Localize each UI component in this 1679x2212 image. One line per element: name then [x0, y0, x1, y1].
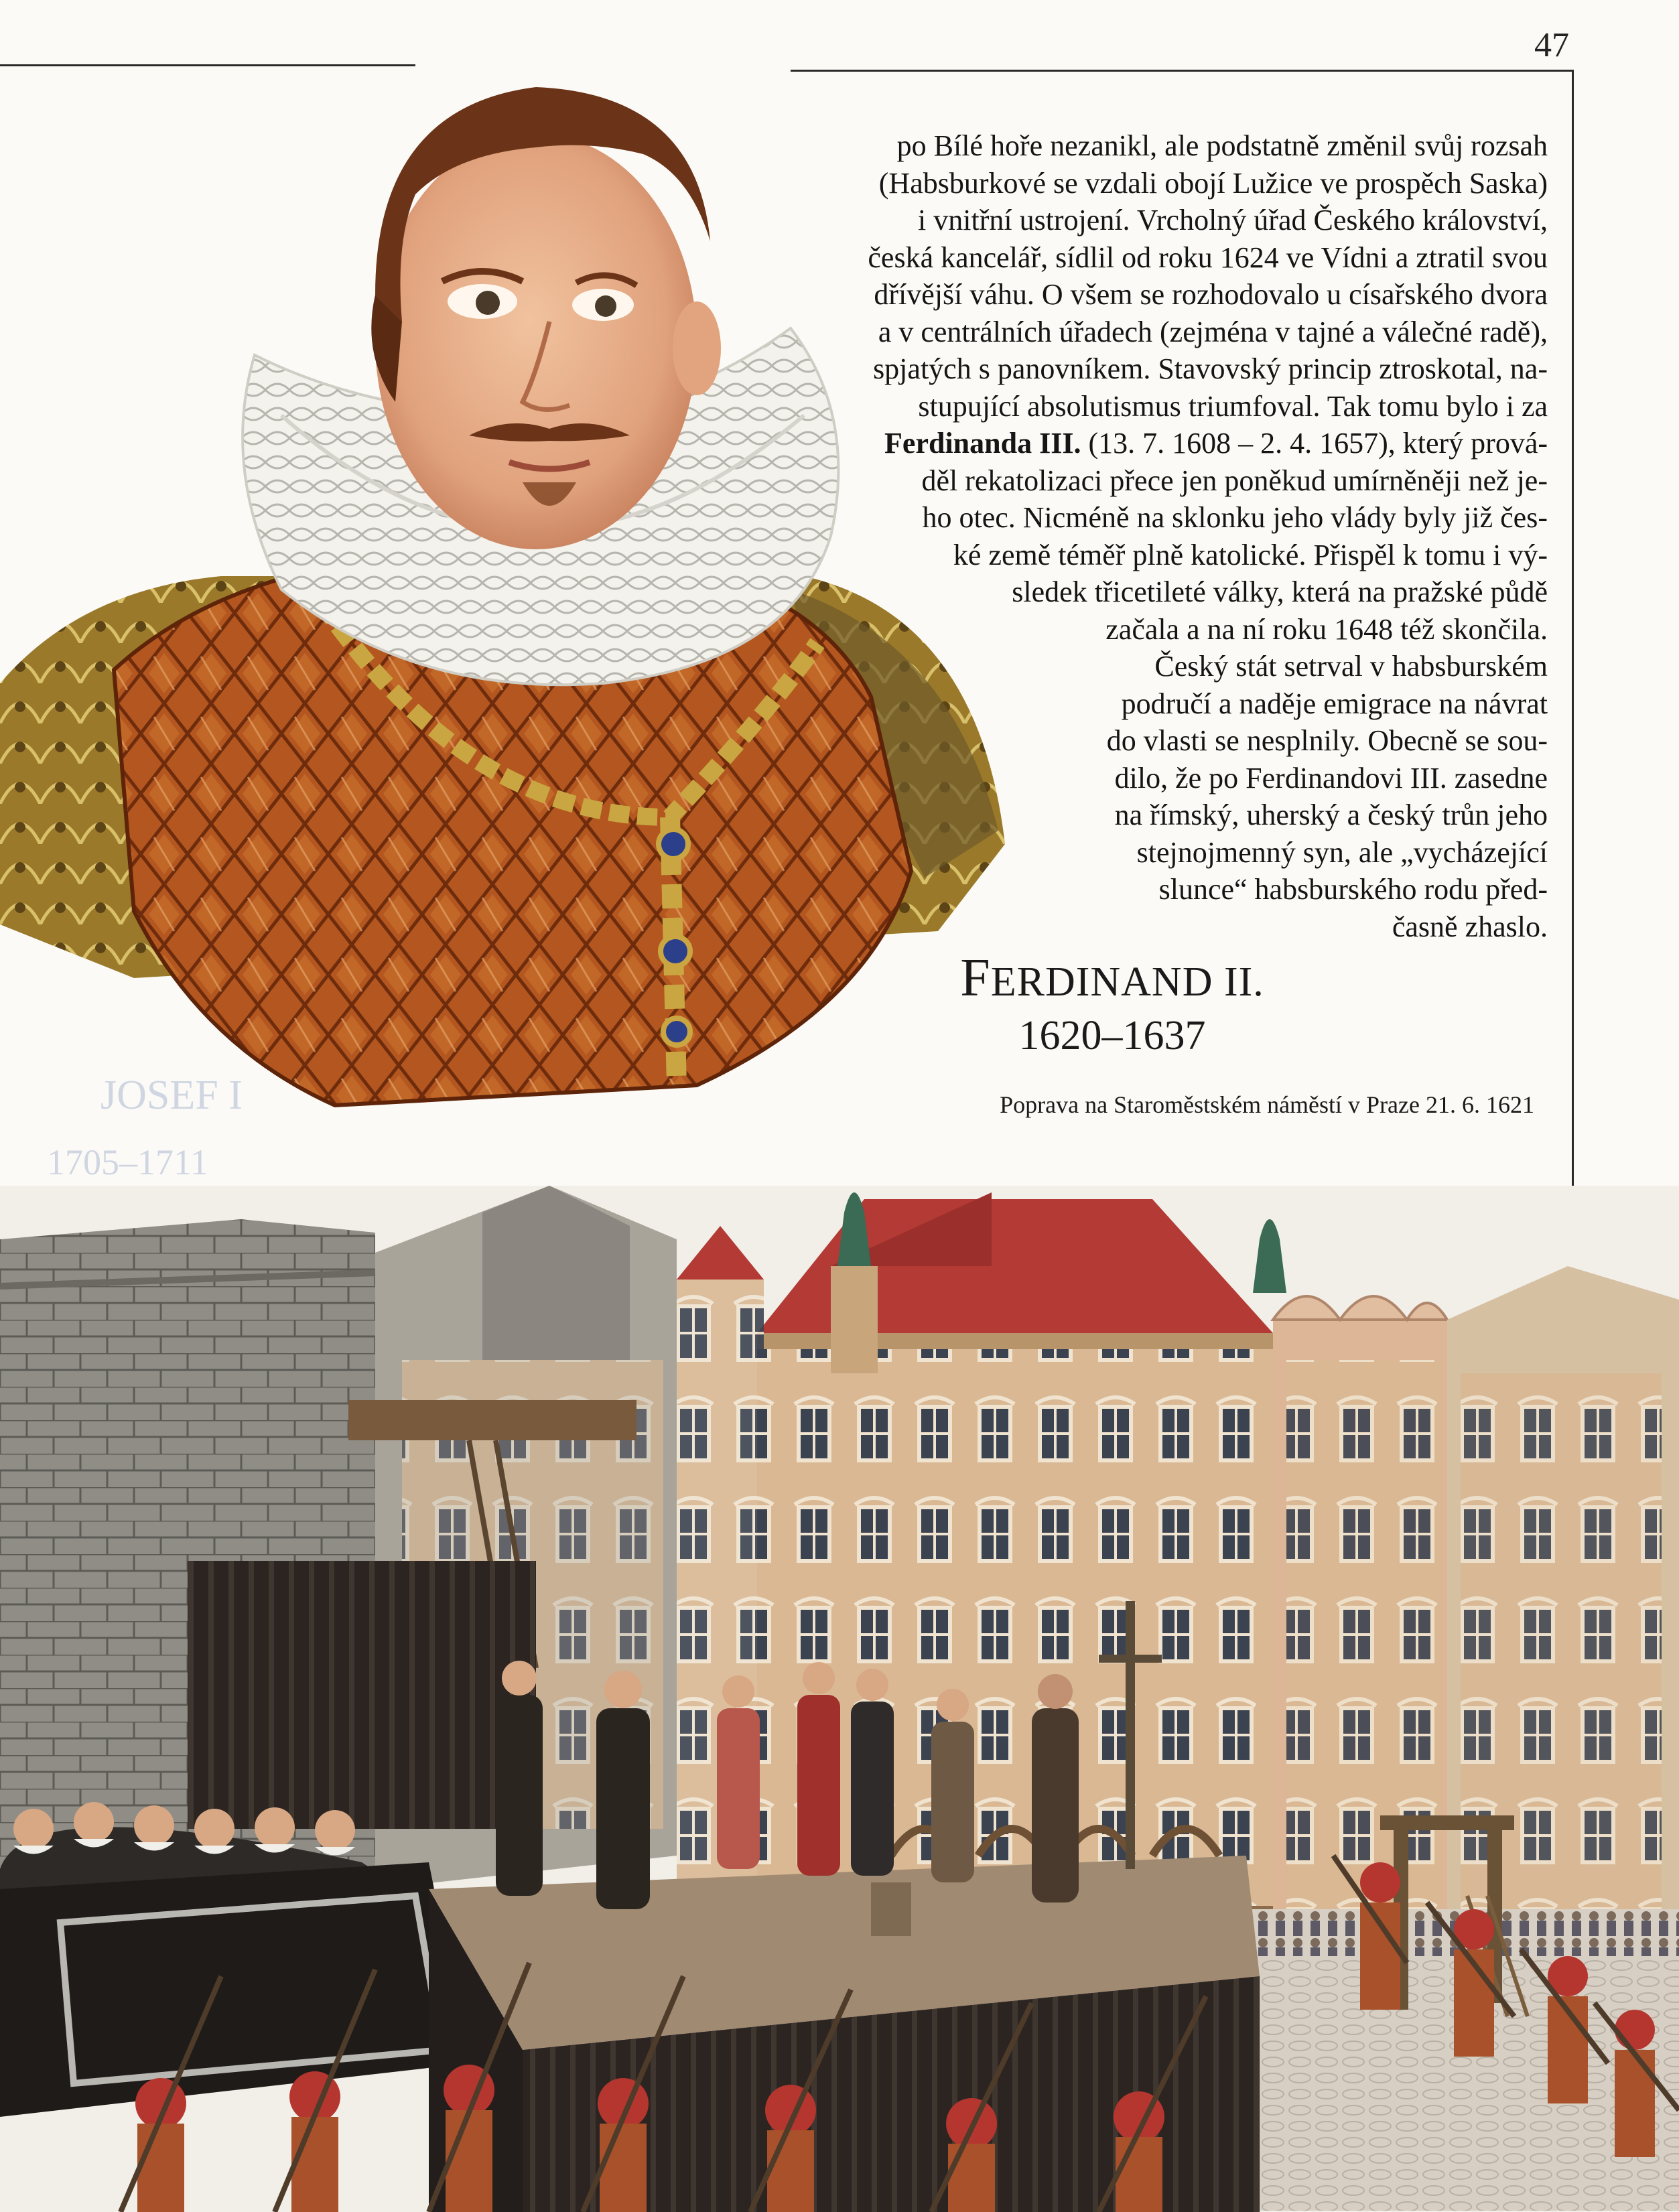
- text-line: děl rekatolizaci přece jen poněkud umírněněji než je-: [921, 464, 1548, 497]
- text-line: sledek třicetileté války, která na pražské půdě: [1012, 575, 1548, 608]
- ruler-name: [925, 951, 1300, 1009]
- bleed-through-title: JOSEF I: [100, 1073, 243, 1118]
- text-line: slunce“ habsburského rodu před-: [1158, 873, 1548, 906]
- text-line: ho otec. Nicméně na sklonku jeho vlády byly již čes-: [922, 501, 1548, 534]
- text-line: dřívější váhu. O všem se rozhodovalo u císařského dvora: [874, 278, 1548, 311]
- body-text: [737, 127, 1548, 945]
- ruler-numeral: II.: [1213, 959, 1264, 1005]
- reign-years: 1620–1637: [1018, 1013, 1206, 1058]
- text-line: ké země téměř plně katolické. Přispěl k tomu i vý-: [953, 538, 1548, 571]
- text-line: česká kancelář, sídlil od roku 1624 ve Vídni a ztratil svou: [868, 240, 1548, 274]
- text-line: po Bílé hoře nezanikl, ale podstatně změnil svůj rozsah: [896, 129, 1548, 162]
- text-line: na římský, uherský a český trůn jeho: [1114, 799, 1548, 831]
- page-number: 47: [1534, 26, 1569, 64]
- text-line: časně zhaslo.: [1392, 910, 1548, 943]
- text-line: i vnitřní ustrojení. Vrcholný úřad Českého království,: [918, 204, 1548, 236]
- illustration-caption: Poprava na Staroměstském náměstí v Praze 21. 6. 1621: [1000, 1091, 1534, 1118]
- execution-scene-illustration: [0, 1186, 1679, 2212]
- text-line: stupující absolutismus triumfoval. Tak tomu bylo i za: [918, 389, 1548, 423]
- text-line: područí a naděje emigrace na návrat: [1121, 687, 1548, 720]
- text-line: a v centrálních úřadech (zejména v tajné a válečné radě),: [878, 315, 1548, 348]
- right-rule: [1572, 70, 1574, 1208]
- ruler-name-initial: F: [960, 949, 991, 1008]
- text-line: [737, 425, 1548, 462]
- text-line: začala a na ní roku 1648 též skončila.: [1105, 612, 1548, 646]
- ferdinand-iii-name: Ferdinanda III.: [884, 427, 1081, 460]
- ruler-name-rest: ERDINAND: [990, 959, 1213, 1005]
- text-line: (Habsburkové se vzdali obojí Lužice ve prospěch Saska): [878, 166, 1548, 200]
- text-line-rest: (13. 7. 1608 – 2. 4. 1657), který prová-: [1081, 427, 1548, 460]
- text-line: spjatých s panovníkem. Stavovský princip ztroskotal, na-: [873, 352, 1548, 385]
- text-line: dilo, že po Ferdinandovi III. zasedne: [1114, 761, 1548, 794]
- text-line: stejnojmenný syn, ale „vycházející: [1136, 835, 1548, 869]
- text-line: do vlasti se nesplnily. Obecně se sou-: [1106, 724, 1548, 757]
- text-line: Český stát setrval v habsburském: [1154, 650, 1548, 683]
- bleed-through-years: 1705–1711: [47, 1142, 208, 1182]
